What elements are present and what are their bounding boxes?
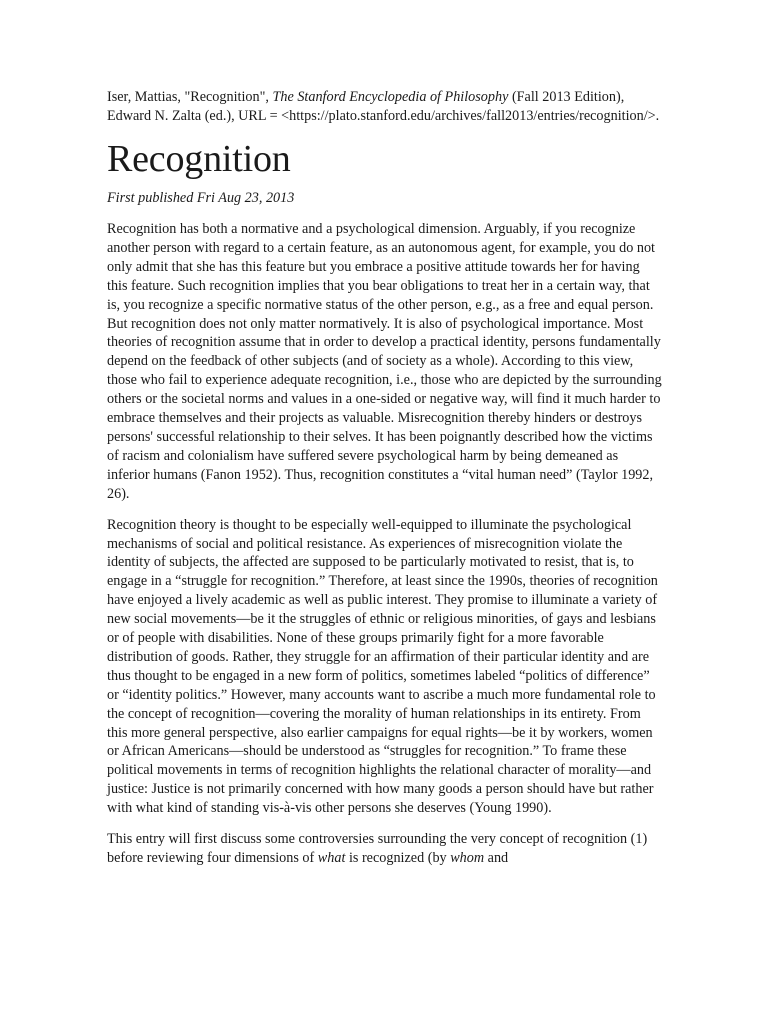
publication-date: First published Fri Aug 23, 2013: [107, 190, 295, 206]
citation-source: The Stanford Encyclopedia of Philosophy: [272, 89, 509, 105]
paragraph-3-text-a: This entry will first discuss some controversies surrounding the very concept of recognition (1) before reviewing four dimensions of: [107, 831, 648, 866]
paragraph-1: Recognition has both a normative and a psychological dimension. Arguably, if you recognize another person with regard to a certain feature, as an autonomous agent, for example, you do not only admit that she has this feature but you embrace a positive attitude towards her for having this feature. Such recognition implies that you bear obligations to treat her in a certain way, that is, you recognize a specific normative status of the other person, e.g., as a free and equal person. But recognition does not only matter normatively. It is also of psychological importance. Most theories of recognition assume that in order to develop a practical identity, persons fundamentally depend on the feedback of other subjects (and of society as a whole). According to this view, those who fail to experience adequate recognition, i.e., those who are depicted by the surrounding others or the societal norms and values in a one-sided or negative way, will find it much harder to embrace themselves and their projects as valuable. Misrecognition thereby hinders or destroys persons' successful relationship to their selves. It has been poignantly described how the victims of racism and colonialism have suffered severe psychological harm by being demeaned as inferior humans (Fanon 1952). Thus, recognition constitutes a “vital human need” (Taylor 1992, 26).: [107, 221, 662, 502]
paragraph-3-text-c: and: [484, 850, 509, 866]
paragraph-2: Recognition theory is thought to be especially well-equipped to illuminate the psychological mechanisms of social and political resistance. As experiences of misrecognition violate the identity of subjects, the affected are supposed to be particularly motivated to resist, that is, to engage in a “struggle for recognition.” Therefore, at least since the 1990s, theories of recognition have enjoyed a lively academic as well as public interest. They promise to illuminate a variety of new social movements—be it the struggles of ethnic or religious minorities, of gays and lesbians or of people with disabilities. None of these groups primarily fight for a more favorable distribution of goods. Rather, they struggle for an affirmation of their particular identity and are thus thought to be engaged in a new form of politics, sometimes labeled “politics of difference” or “identity politics.” However, many accounts want to ascribe a much more fundamental role to the concept of recognition—covering the morality of human relationships in its entirety. From this more general perspective, also earlier campaigns for equal rights—be it by workers, women or African Americans—should be understood as “struggles for recognition.” To frame these political movements in terms of recognition highlights the relational character of morality—and justice: Justice is not primarily concerned with how many goods a person should have but rather with what kind of standing vis-à-vis other persons she deserves (Young 1990).: [107, 516, 658, 817]
paragraph-3-emphasis-whom: whom: [450, 850, 485, 866]
citation-prefix: Iser, Mattias, "Recognition",: [107, 89, 273, 105]
paragraph-3: [107, 830, 663, 868]
article-title: Recognition: [107, 138, 291, 180]
paragraph-3-text-b: is recognized (by: [345, 850, 451, 866]
citation-suffix: (Fall 2013 Edition), Edward N. Zalta (ed.), URL = <https://plato.stanford.edu/archives/fall2013/entries/recognition/>.: [107, 89, 660, 124]
paragraph-3-emphasis-what: what: [317, 850, 346, 866]
article-page: [107, 88, 663, 868]
citation: [107, 88, 663, 126]
